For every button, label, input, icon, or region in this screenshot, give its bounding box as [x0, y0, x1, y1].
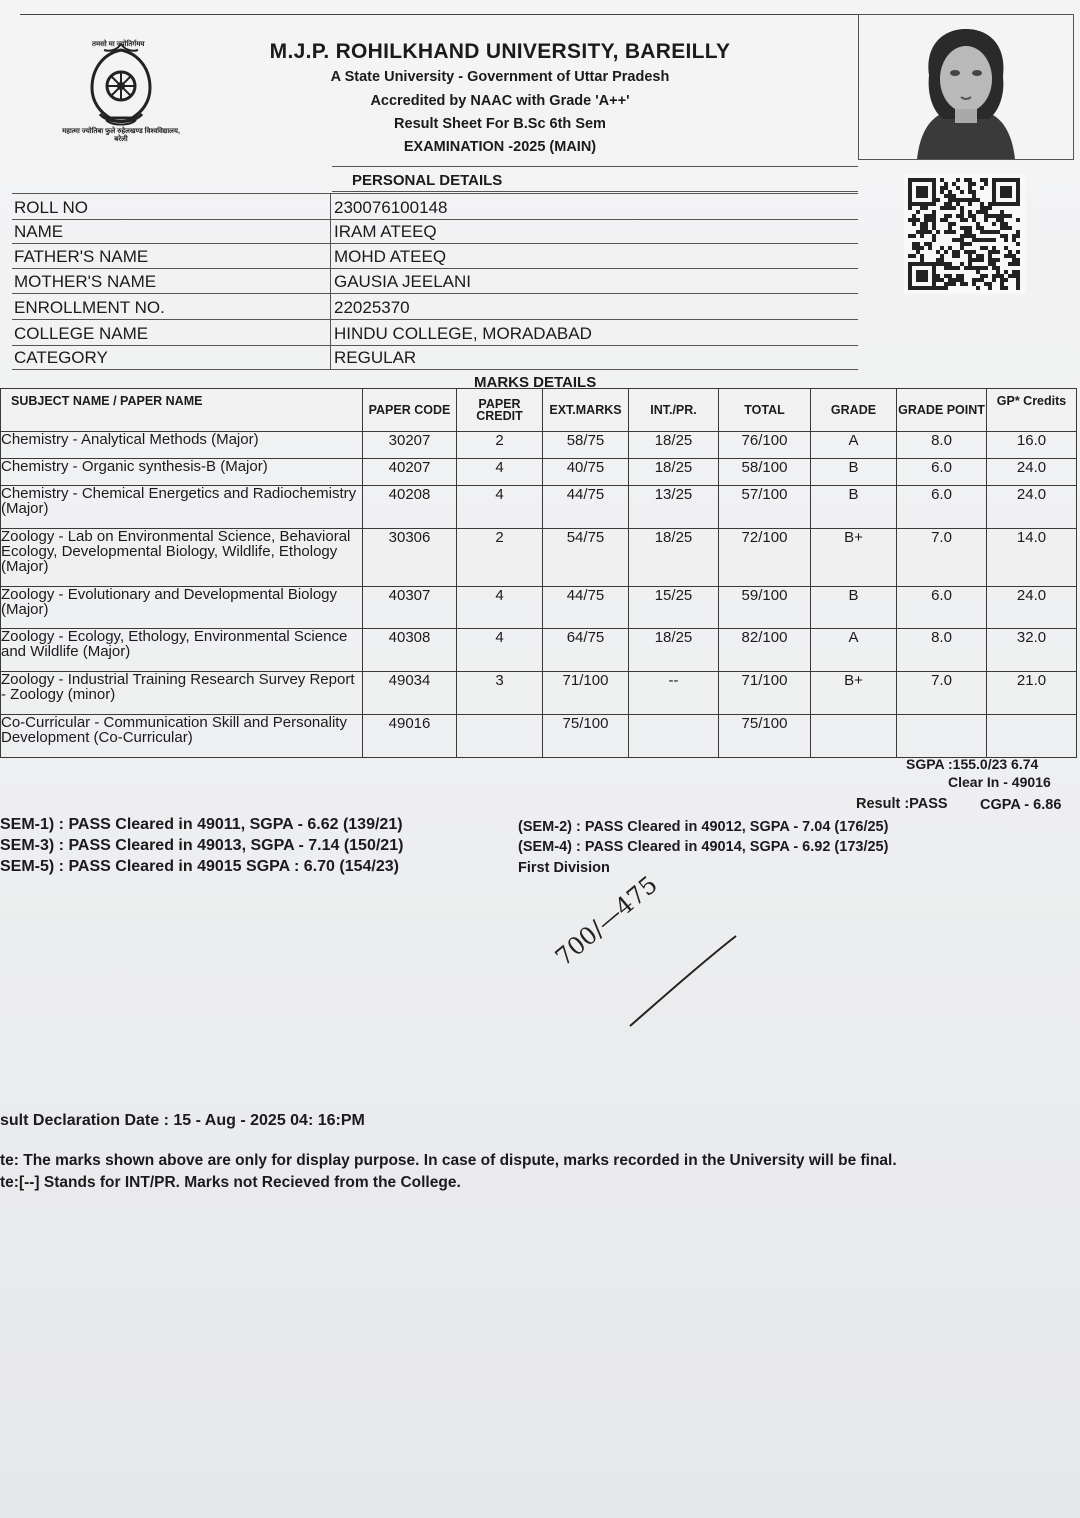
col-paper-code: PAPER CODE	[363, 389, 457, 432]
personal-details-table	[12, 166, 860, 366]
personal-value: 22025370	[334, 298, 410, 317]
personal-row	[12, 294, 858, 320]
personal-divider	[330, 344, 331, 369]
col-subject: SUBJECT NAME / PAPER NAME	[1, 389, 363, 432]
marks-row	[1, 715, 1077, 758]
declaration-date: sult Declaration Date : 15 - Aug - 2025 04: 16:PM	[0, 1112, 365, 1129]
cell-total: 82/100	[719, 629, 811, 672]
cell-credit: 3	[457, 672, 543, 715]
personal-label: NAME	[14, 222, 64, 241]
personal-label: MOTHER'S NAME	[14, 272, 157, 291]
marks-details-heading: MARKS DETAILS	[474, 374, 597, 391]
subject-name: Zoology - Lab on Environmental Science, Behavioral Ecology, Developmental Biology, Wildlife, Ethology (Major)	[1, 529, 363, 587]
cell-gp: 8.0	[897, 629, 987, 672]
university-title: M.J.P. ROHILKHAND UNIVERSITY, BAREILLY	[269, 40, 731, 63]
subject-name: Chemistry - Chemical Energetics and Radiochemistry (Major)	[1, 486, 363, 529]
personal-divider	[330, 268, 331, 293]
cell-gpc: 24.0	[987, 459, 1077, 486]
personal-divider	[330, 218, 331, 243]
col-grade-point: GRADE POINT	[897, 389, 987, 432]
cell-credit	[457, 715, 543, 758]
cell-ext: 75/100	[543, 715, 629, 758]
cell-gp: 6.0	[897, 459, 987, 486]
col-ext-marks: EXT.MARKS	[543, 389, 629, 432]
cell-int: 18/25	[629, 432, 719, 459]
cell-int: 13/25	[629, 486, 719, 529]
personal-details-heading: PERSONAL DETAILS	[352, 172, 503, 189]
cell-ext: 44/75	[543, 486, 629, 529]
cell-total: 57/100	[719, 486, 811, 529]
cell-code: 40207	[363, 459, 457, 486]
division: First Division	[518, 860, 610, 876]
cell-grade: B	[811, 587, 897, 629]
cell-gp: 6.0	[897, 486, 987, 529]
cell-total: 59/100	[719, 587, 811, 629]
cgpa-line: CGPA - 6.86	[980, 797, 1062, 813]
cell-code: 40308	[363, 629, 457, 672]
cell-total: 72/100	[719, 529, 811, 587]
cell-ext: 40/75	[543, 459, 629, 486]
cell-total: 58/100	[719, 459, 811, 486]
cell-gpc: 24.0	[987, 486, 1077, 529]
marks-table	[0, 388, 1077, 758]
cell-gpc: 16.0	[987, 432, 1077, 459]
col-total: TOTAL	[719, 389, 811, 432]
marks-row	[1, 432, 1077, 459]
cell-total: 75/100	[719, 715, 811, 758]
personal-row	[12, 218, 858, 244]
marks-row	[1, 486, 1077, 529]
header-line-1: A State University - Government of Uttar Pradesh	[330, 69, 670, 85]
cell-gp: 8.0	[897, 432, 987, 459]
int-note: te:[--] Stands for INT/PR. Marks not Recieved from the College.	[0, 1174, 461, 1191]
subject-name: Chemistry - Organic synthesis-B (Major)	[1, 459, 363, 486]
personal-divider	[330, 320, 331, 345]
display-note: te: The marks shown above are only for display purpose. In case of dispute, marks recorded in the University will be final.	[0, 1152, 897, 1169]
subject-name: Zoology - Ecology, Ethology, Environmental Science and Wildlife (Major)	[1, 629, 363, 672]
col-grade: GRADE	[811, 389, 897, 432]
history-left-2: SEM-3) : PASS Cleared in 49013, SGPA - 7.14 (150/21)	[0, 837, 404, 854]
cell-gp	[897, 715, 987, 758]
personal-row	[12, 268, 858, 294]
cell-gp: 6.0	[897, 587, 987, 629]
university-logo	[62, 40, 180, 146]
col-paper-credit: PAPER CREDIT	[457, 389, 543, 432]
history-right-2: (SEM-4) : PASS Cleared in 49014, SGPA - 6.92 (173/25)	[518, 839, 889, 855]
cell-grade: A	[811, 432, 897, 459]
cell-credit: 4	[457, 629, 543, 672]
cell-grade: B	[811, 486, 897, 529]
personal-divider	[330, 243, 331, 268]
history-left-1: SEM-1) : PASS Cleared in 49011, SGPA - 6.62 (139/21)	[0, 816, 403, 833]
subject-name: Zoology - Industrial Training Research Survey Report - Zoology (minor)	[1, 672, 363, 715]
cell-total: 71/100	[719, 672, 811, 715]
handwritten-note: 700/—475	[540, 880, 760, 1040]
sgpa-line: SGPA :155.0/23 6.74	[906, 756, 1039, 772]
cell-int: 18/25	[629, 629, 719, 672]
marks-row	[1, 587, 1077, 629]
cell-credit: 2	[457, 432, 543, 459]
marks-row	[1, 529, 1077, 587]
personal-row	[12, 193, 858, 220]
history-left-3: SEM-5) : PASS Cleared in 49015 SGPA : 6.70 (154/23)	[0, 858, 399, 875]
col-gp-credits: GP* Credits	[987, 389, 1077, 432]
cell-credit: 2	[457, 529, 543, 587]
cell-grade	[811, 715, 897, 758]
personal-value: MOHD ATEEQ	[334, 247, 447, 266]
cell-credit: 4	[457, 587, 543, 629]
personal-row	[12, 344, 858, 370]
personal-divider	[330, 294, 331, 319]
personal-label: COLLEGE NAME	[14, 324, 149, 343]
personal-value: REGULAR	[334, 348, 417, 367]
cell-int: 15/25	[629, 587, 719, 629]
logo-caption: महात्मा ज्योतिबा फुले रुहेलखण्ड विश्वविद्यालय, बरेली	[62, 128, 180, 143]
clear-in-line: Clear In - 49016	[948, 774, 1051, 790]
personal-label: ROLL NO	[14, 198, 89, 217]
header-line-2: Accredited by NAAC with Grade 'A++'	[370, 93, 630, 109]
student-photo	[858, 14, 1074, 160]
marks-row	[1, 459, 1077, 486]
cell-int: 18/25	[629, 459, 719, 486]
subject-name: Co-Curricular - Communication Skill and Personality Development (Co-Curricular)	[1, 715, 363, 758]
history-right-1: (SEM-2) : PASS Cleared in 49012, SGPA - 7.04 (176/25)	[518, 819, 889, 835]
cell-credit: 4	[457, 459, 543, 486]
header-line-3: Result Sheet For B.Sc 6th Sem	[394, 116, 606, 132]
logo-motto: तमसो मा ज्योतिर्गमय	[92, 41, 145, 48]
cell-code: 40208	[363, 486, 457, 529]
cell-credit: 4	[457, 486, 543, 529]
cell-int	[629, 715, 719, 758]
cell-grade: A	[811, 629, 897, 672]
col-int-pr: INT./PR.	[629, 389, 719, 432]
personal-label: FATHER'S NAME	[14, 247, 149, 266]
personal-value: IRAM ATEEQ	[334, 222, 437, 241]
marks-table-wrap	[0, 388, 1076, 750]
cell-ext: 44/75	[543, 587, 629, 629]
cell-total: 76/100	[719, 432, 811, 459]
subject-name: Zoology - Evolutionary and Developmental Biology (Major)	[1, 587, 363, 629]
cell-gp: 7.0	[897, 672, 987, 715]
cell-ext: 64/75	[543, 629, 629, 672]
cell-gpc	[987, 715, 1077, 758]
personal-row	[12, 243, 858, 269]
subject-name: Chemistry - Analytical Methods (Major)	[1, 432, 363, 459]
cell-gpc: 32.0	[987, 629, 1077, 672]
cell-gpc: 24.0	[987, 587, 1077, 629]
result-status: Result :PASS	[856, 796, 948, 812]
cell-code: 49034	[363, 672, 457, 715]
qr-code	[858, 164, 1072, 314]
cell-code: 30207	[363, 432, 457, 459]
cell-int: 18/25	[629, 529, 719, 587]
marks-row	[1, 629, 1077, 672]
marks-row	[1, 672, 1077, 715]
cell-grade: B	[811, 459, 897, 486]
cell-grade: B+	[811, 529, 897, 587]
personal-divider	[330, 194, 331, 219]
header-line-4: EXAMINATION -2025 (MAIN)	[403, 139, 597, 155]
cell-ext: 71/100	[543, 672, 629, 715]
cell-ext: 58/75	[543, 432, 629, 459]
cell-code: 49016	[363, 715, 457, 758]
personal-row	[12, 320, 858, 346]
cell-gpc: 21.0	[987, 672, 1077, 715]
cell-code: 40307	[363, 587, 457, 629]
cell-code: 30306	[363, 529, 457, 587]
cell-int: --	[629, 672, 719, 715]
cell-gpc: 14.0	[987, 529, 1077, 587]
personal-value: HINDU COLLEGE, MORADABAD	[334, 324, 592, 343]
personal-label: CATEGORY	[14, 348, 108, 367]
personal-value: 230076100148	[334, 198, 448, 217]
personal-value: GAUSIA JEELANI	[334, 272, 471, 291]
cell-gp: 7.0	[897, 529, 987, 587]
cell-ext: 54/75	[543, 529, 629, 587]
personal-label: ENROLLMENT NO.	[14, 298, 165, 317]
cell-grade: B+	[811, 672, 897, 715]
